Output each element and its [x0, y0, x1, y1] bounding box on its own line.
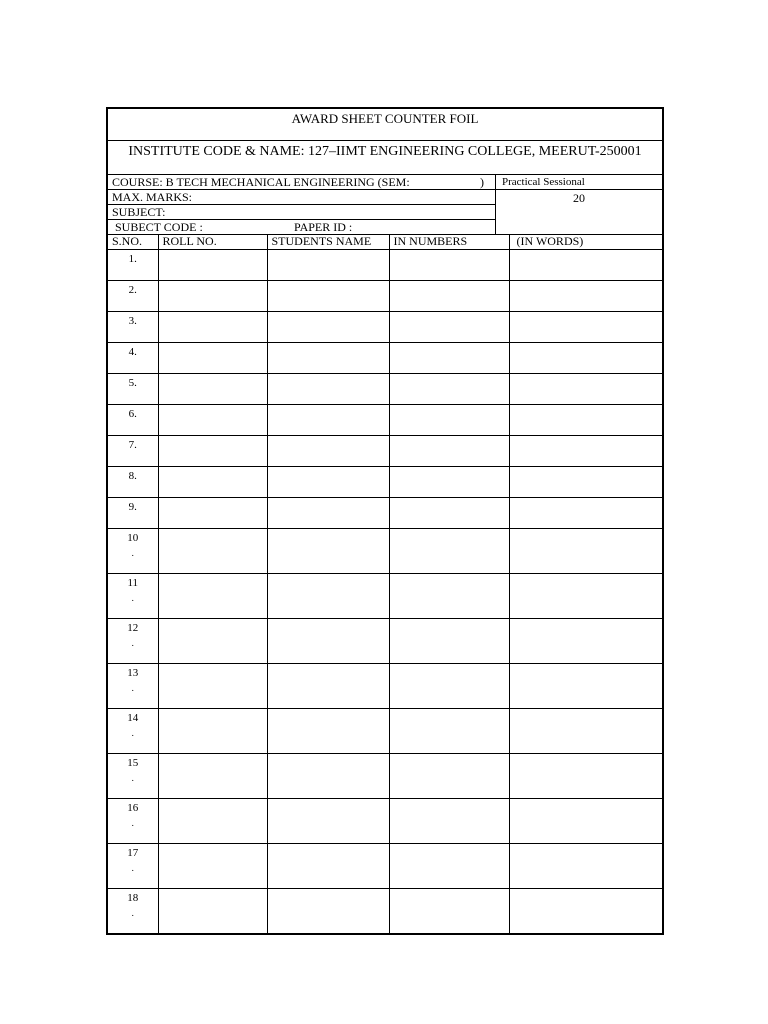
marks-words-cell[interactable]: [509, 709, 662, 754]
roll-no-cell[interactable]: [158, 619, 267, 664]
serial-number-cell: [108, 281, 158, 312]
marks-numbers-cell[interactable]: [389, 281, 509, 312]
marks-numbers-cell[interactable]: [389, 844, 509, 889]
serial-number: 2.: [128, 284, 137, 296]
serial-number: 15: [127, 757, 139, 769]
table-row: [108, 405, 662, 436]
roll-no-cell[interactable]: [158, 374, 267, 405]
table-row: [108, 889, 662, 934]
roll-no-cell[interactable]: [158, 343, 267, 374]
student-name-cell[interactable]: [267, 250, 389, 281]
table-row: [108, 312, 662, 343]
table-row: [108, 619, 662, 664]
serial-number: 11: [127, 577, 139, 589]
marks-numbers-cell[interactable]: [389, 250, 509, 281]
student-name-cell[interactable]: [267, 498, 389, 529]
marks-numbers-cell[interactable]: [389, 467, 509, 498]
roll-no-cell[interactable]: [158, 664, 267, 709]
student-name-cell[interactable]: [267, 374, 389, 405]
serial-number: 3.: [128, 315, 137, 327]
serial-number-cell: [108, 754, 158, 799]
serial-number-cell: [108, 889, 158, 934]
student-name-cell[interactable]: [267, 467, 389, 498]
roll-no-cell[interactable]: [158, 405, 267, 436]
serial-number-cell: [108, 574, 158, 619]
serial-number-cell: [108, 799, 158, 844]
table-row: [108, 467, 662, 498]
marks-numbers-cell[interactable]: [389, 498, 509, 529]
marks-words-cell[interactable]: [509, 250, 662, 281]
marks-numbers-cell[interactable]: [389, 889, 509, 934]
roll-no-cell[interactable]: [158, 844, 267, 889]
roll-no-cell[interactable]: [158, 281, 267, 312]
serial-number: 10: [127, 532, 139, 544]
col-sno: S.NO.: [108, 235, 158, 250]
student-name-cell[interactable]: [267, 844, 389, 889]
roll-no-cell[interactable]: [158, 889, 267, 934]
serial-number: 12: [127, 622, 139, 634]
serial-number-cell: [108, 374, 158, 405]
course-paren: ): [480, 175, 484, 189]
student-name-cell[interactable]: [267, 529, 389, 574]
award-sheet: [106, 107, 664, 935]
marks-words-cell[interactable]: [509, 574, 662, 619]
table-row: [108, 799, 662, 844]
course-info-block: [108, 175, 662, 235]
marks-numbers-cell[interactable]: [389, 709, 509, 754]
table-row: [108, 498, 662, 529]
course-line: [108, 175, 495, 190]
serial-number-dot: .: [131, 593, 134, 603]
roll-no-cell[interactable]: [158, 799, 267, 844]
table-row: [108, 754, 662, 799]
paper-id-label: PAPER ID :: [294, 220, 353, 234]
practical-value: 20: [573, 191, 585, 205]
student-name-cell[interactable]: [267, 619, 389, 664]
course-details: [108, 175, 496, 234]
roll-no-cell[interactable]: [158, 529, 267, 574]
subject-line: [108, 205, 495, 220]
marks-numbers-cell[interactable]: [389, 343, 509, 374]
serial-number: 5.: [128, 377, 137, 389]
serial-number: 16: [127, 802, 139, 814]
serial-number-cell: [108, 343, 158, 374]
max-marks-label: MAX. MARKS:: [112, 190, 193, 204]
marks-words-cell[interactable]: [509, 889, 662, 934]
marks-numbers-cell[interactable]: [389, 436, 509, 467]
serial-number: 9.: [128, 501, 137, 513]
table-row: [108, 343, 662, 374]
max-marks-line: [108, 190, 495, 205]
marks-numbers-cell[interactable]: [389, 754, 509, 799]
serial-number-cell: [108, 312, 158, 343]
marks-numbers-cell[interactable]: [389, 405, 509, 436]
serial-number-cell: [108, 498, 158, 529]
practical-label: Practical Sessional: [496, 175, 662, 190]
roll-no-cell[interactable]: [158, 436, 267, 467]
sheet-title: AWARD SHEET COUNTER FOIL: [108, 109, 662, 141]
marks-words-cell[interactable]: [509, 498, 662, 529]
student-name-cell[interactable]: [267, 405, 389, 436]
student-name-cell[interactable]: [267, 312, 389, 343]
roll-no-cell[interactable]: [158, 498, 267, 529]
serial-number-cell: [108, 619, 158, 664]
table-row: [108, 529, 662, 574]
serial-number-dot: .: [131, 683, 134, 693]
student-name-cell[interactable]: [267, 799, 389, 844]
serial-number-cell: [108, 529, 158, 574]
serial-number-cell: [108, 664, 158, 709]
table-row: [108, 436, 662, 467]
roll-no-cell[interactable]: [158, 467, 267, 498]
marks-words-cell[interactable]: [509, 844, 662, 889]
student-name-cell[interactable]: [267, 436, 389, 467]
serial-number: 7.: [128, 439, 137, 451]
student-name-cell[interactable]: [267, 574, 389, 619]
col-in-numbers: IN NUMBERS: [389, 235, 509, 250]
serial-number-dot: .: [131, 638, 134, 648]
marks-words-cell[interactable]: [509, 799, 662, 844]
serial-number-dot: .: [131, 863, 134, 873]
subject-code-line: [108, 220, 495, 235]
serial-number-cell: [108, 405, 158, 436]
practical-block: [496, 175, 662, 234]
institute-name: INSTITUTE CODE & NAME: 127–IIMT ENGINEERING COLLEGE, MEERUT-250001: [108, 141, 662, 175]
roll-no-cell[interactable]: [158, 574, 267, 619]
marks-words-cell[interactable]: [509, 343, 662, 374]
serial-number-cell: [108, 250, 158, 281]
col-in-words: (IN WORDS): [509, 235, 662, 250]
table-body: [108, 250, 662, 934]
serial-number: 17: [127, 847, 139, 859]
marks-numbers-cell[interactable]: [389, 664, 509, 709]
student-name-cell[interactable]: [267, 343, 389, 374]
roll-no-cell[interactable]: [158, 312, 267, 343]
subject-label: SUBJECT:: [112, 205, 166, 219]
course-label: COURSE: B TECH MECHANICAL ENGINEERING (SEM:: [112, 175, 410, 189]
student-name-cell[interactable]: [267, 709, 389, 754]
serial-number-cell: [108, 467, 158, 498]
student-name-cell[interactable]: [267, 664, 389, 709]
marks-words-cell[interactable]: [509, 754, 662, 799]
table-row: [108, 250, 662, 281]
table-row: [108, 664, 662, 709]
marks-numbers-cell[interactable]: [389, 619, 509, 664]
roll-no-cell[interactable]: [158, 709, 267, 754]
table-header-row: [108, 235, 662, 250]
roll-no-cell[interactable]: [158, 754, 267, 799]
serial-number-dot: .: [131, 728, 134, 738]
col-roll-no: ROLL NO.: [158, 235, 267, 250]
marks-words-cell[interactable]: [509, 405, 662, 436]
marks-words-cell[interactable]: [509, 281, 662, 312]
marks-words-cell[interactable]: [509, 436, 662, 467]
serial-number: 18: [127, 892, 139, 904]
student-name-cell[interactable]: [267, 754, 389, 799]
student-name-cell[interactable]: [267, 889, 389, 934]
serial-number: 8.: [128, 470, 137, 482]
marks-words-cell[interactable]: [509, 374, 662, 405]
serial-number-cell: [108, 436, 158, 467]
marks-words-cell[interactable]: [509, 312, 662, 343]
serial-number-dot: .: [131, 908, 134, 918]
marks-numbers-cell[interactable]: [389, 574, 509, 619]
marks-numbers-cell[interactable]: [389, 529, 509, 574]
table-row: [108, 281, 662, 312]
serial-number: 4.: [128, 346, 137, 358]
student-name-cell[interactable]: [267, 281, 389, 312]
col-student-name: STUDENTS NAME: [267, 235, 389, 250]
serial-number: 1.: [128, 253, 137, 265]
serial-number-dot: .: [131, 548, 134, 558]
roll-no-cell[interactable]: [158, 250, 267, 281]
table-row: [108, 709, 662, 754]
marks-words-cell[interactable]: [509, 529, 662, 574]
marks-numbers-cell[interactable]: [389, 312, 509, 343]
marks-numbers-cell[interactable]: [389, 799, 509, 844]
marks-table: [108, 235, 662, 933]
marks-words-cell[interactable]: [509, 619, 662, 664]
subject-code-label: SUBECT CODE :: [112, 220, 203, 234]
marks-numbers-cell[interactable]: [389, 374, 509, 405]
serial-number-cell: [108, 709, 158, 754]
marks-words-cell[interactable]: [509, 664, 662, 709]
serial-number: 14: [127, 712, 139, 724]
serial-number: 13: [127, 667, 139, 679]
serial-number: 6.: [128, 408, 137, 420]
marks-words-cell[interactable]: [509, 467, 662, 498]
serial-number-cell: [108, 844, 158, 889]
serial-number-dot: .: [131, 818, 134, 828]
table-row: [108, 374, 662, 405]
serial-number-dot: .: [131, 773, 134, 783]
table-row: [108, 574, 662, 619]
table-row: [108, 844, 662, 889]
